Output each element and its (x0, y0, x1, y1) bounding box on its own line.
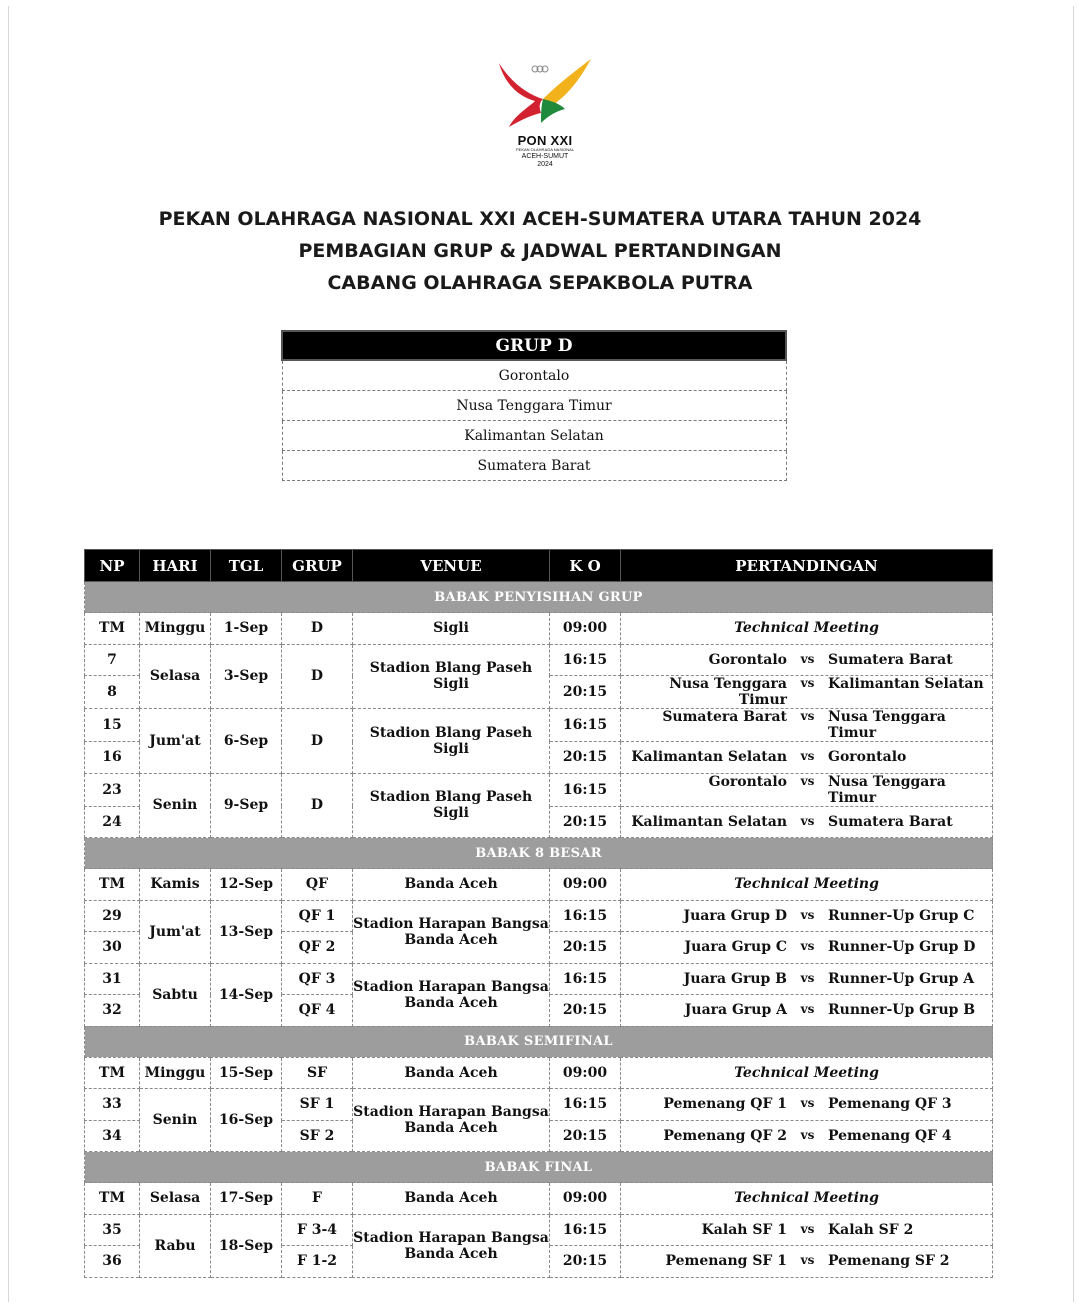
col-header-pertandingan: PERTANDINGAN (621, 550, 993, 582)
venue-city: Sigli (433, 676, 469, 693)
grup-cell: D (282, 773, 353, 838)
home-team: Pemenang QF 1 (663, 1096, 787, 1113)
hari-cell: Kamis (140, 869, 211, 901)
np-cell: 34 (85, 1120, 140, 1152)
group-title: GRUP D (282, 331, 786, 360)
stage-row: BABAK PENYISIHAN GRUP (85, 582, 993, 613)
title-line-2: PEMBAGIAN GRUP & JADWAL PERTANDINGAN (298, 240, 782, 262)
hari-cell: Sabtu (140, 963, 211, 1026)
title-line-3: CABANG OLAHRAGA SEPAKBOLA PUTRA (327, 272, 753, 294)
np-cell: 33 (85, 1089, 140, 1121)
hari-cell: Jum'at (140, 709, 211, 774)
title-line-1: PEKAN OLAHRAGA NASIONAL XXI ACEH-SUMATERA UTARA TAHUN 2024 (158, 208, 922, 230)
grup-cell: F (282, 1183, 353, 1215)
vs-label: vs (800, 1127, 815, 1142)
ko-cell: 20:15 (550, 932, 621, 964)
vs-label: vs (800, 1096, 815, 1111)
grup-cell: D (282, 613, 353, 645)
np-cell: 7 (85, 644, 140, 676)
vs-label: vs (800, 813, 815, 828)
hari-cell: Selasa (140, 644, 211, 709)
document-titles (0, 205, 1080, 301)
match-cell (621, 709, 993, 742)
away-team: Pemenang SF 2 (828, 1253, 950, 1270)
venue-cell (353, 900, 550, 963)
home-team: Pemenang QF 2 (663, 1127, 787, 1144)
home-team: Juara Grup C (684, 939, 787, 956)
ko-cell: 16:15 (550, 1214, 621, 1246)
vs-label: vs (800, 773, 815, 788)
vs-label: vs (800, 1253, 815, 1268)
group-team: Gorontalo (282, 360, 786, 391)
tgl-cell: 1-Sep (211, 613, 282, 645)
match-cell (621, 773, 993, 806)
venue-city: Banda Aceh (404, 1245, 498, 1262)
np-cell: 8 (85, 676, 140, 709)
tgl-cell: 14-Sep (211, 963, 282, 1026)
tgl-cell: 9-Sep (211, 773, 282, 838)
away-team: Runner-Up Grup D (828, 939, 976, 956)
away-team: Gorontalo (828, 749, 907, 766)
away-team: Pemenang QF 3 (828, 1096, 952, 1113)
technical-meeting-cell: Technical Meeting (621, 1057, 993, 1089)
home-team: Gorontalo (708, 651, 787, 668)
col-header-hari: HARI (140, 550, 211, 582)
vs-label: vs (800, 1221, 815, 1236)
technical-meeting-cell: Technical Meeting (621, 869, 993, 901)
ko-cell: 20:15 (550, 995, 621, 1027)
group-team: Kalimantan Selatan (282, 421, 786, 451)
grup-cell: SF (282, 1057, 353, 1089)
venue-name: Stadion Blang Paseh (369, 660, 533, 677)
hari-cell: Jum'at (140, 900, 211, 963)
away-team: Nusa Tenggara Timur (828, 709, 946, 741)
match-cell (621, 806, 993, 838)
ko-cell: 09:00 (550, 613, 621, 645)
grup-cell: D (282, 644, 353, 709)
tgl-cell: 15-Sep (211, 1057, 282, 1089)
hari-cell: Rabu (140, 1214, 211, 1277)
away-team: Sumatera Barat (828, 651, 953, 668)
venue-city: Banda Aceh (404, 931, 498, 948)
vs-label: vs (800, 970, 815, 985)
group-team: Sumatera Barat (282, 451, 786, 481)
tgl-cell: 13-Sep (211, 900, 282, 963)
ko-cell: 09:00 (550, 1183, 621, 1215)
np-cell: 16 (85, 742, 140, 774)
ko-cell: 20:15 (550, 1120, 621, 1152)
venue-cell: Banda Aceh (353, 1183, 550, 1215)
venue-name: Stadion Harapan Bangsa (353, 1104, 549, 1120)
ko-cell: 16:15 (550, 963, 621, 995)
home-team: Kalimantan Selatan (631, 813, 787, 830)
home-team: Juara Grup B (683, 970, 787, 987)
hari-cell: Minggu (140, 1057, 211, 1089)
stage-row: BABAK 8 BESAR (85, 838, 993, 869)
match-cell (621, 1246, 993, 1278)
vs-label: vs (800, 651, 815, 666)
np-cell: 24 (85, 806, 140, 838)
away-team: Runner-Up Grup B (828, 1002, 976, 1019)
match-cell (621, 644, 993, 676)
logo-host: ACEH-SUMUT (521, 153, 569, 160)
match-cell (621, 932, 993, 964)
match-cell (621, 1089, 993, 1121)
ko-cell: 16:15 (550, 773, 621, 806)
np-cell: TM (85, 1183, 140, 1215)
away-team: Runner-Up Grup A (828, 970, 975, 987)
np-cell: 15 (85, 709, 140, 742)
hari-cell: Minggu (140, 613, 211, 645)
ko-cell: 16:15 (550, 900, 621, 932)
col-header-ko: K O (550, 550, 621, 582)
technical-meeting-cell: Technical Meeting (621, 613, 993, 645)
venue-name: Stadion Blang Paseh (369, 724, 533, 741)
group-table (281, 330, 787, 481)
venue-cell (353, 963, 550, 1026)
away-team: Kalah SF 2 (828, 1221, 914, 1238)
hari-cell: Senin (140, 1089, 211, 1152)
home-team: Nusa Tenggara Timur (669, 676, 787, 708)
vs-label: vs (800, 1002, 815, 1017)
vs-label: vs (800, 676, 815, 690)
match-cell (621, 1120, 993, 1152)
stage-row: BABAK FINAL (85, 1152, 993, 1183)
grup-cell: QF 4 (282, 995, 353, 1027)
tgl-cell: 12-Sep (211, 869, 282, 901)
match-cell (621, 995, 993, 1027)
col-header-grup: GRUP (282, 550, 353, 582)
home-team: Juara Grup D (683, 907, 787, 924)
away-team: Pemenang QF 4 (828, 1127, 952, 1144)
np-cell: 30 (85, 932, 140, 964)
ko-cell: 16:15 (550, 709, 621, 742)
group-team: Nusa Tenggara Timur (282, 391, 786, 421)
vs-label: vs (800, 907, 815, 922)
venue-name: Stadion Harapan Bangsa (353, 1229, 549, 1246)
venue-name: Stadion Blang Paseh (369, 789, 533, 806)
venue-city: Banda Aceh (404, 994, 498, 1011)
home-team: Kalah SF 1 (701, 1221, 787, 1238)
home-team: Sumatera Barat (662, 709, 787, 725)
grup-cell: QF 2 (282, 932, 353, 964)
np-cell: 29 (85, 900, 140, 932)
logo-year: 2024 (537, 161, 553, 168)
np-cell: 35 (85, 1214, 140, 1246)
venue-name: Stadion Harapan Bangsa (353, 978, 549, 995)
stage-row: BABAK SEMIFINAL (85, 1026, 993, 1057)
hari-cell: Selasa (140, 1183, 211, 1215)
ko-cell: 16:15 (550, 644, 621, 676)
home-team: Kalimantan Selatan (631, 749, 787, 766)
venue-city: Sigli (433, 805, 469, 822)
np-cell: TM (85, 1057, 140, 1089)
tgl-cell: 17-Sep (211, 1183, 282, 1215)
venue-name: Stadion Harapan Bangsa (353, 915, 549, 932)
match-cell (621, 963, 993, 995)
ko-cell: 09:00 (550, 869, 621, 901)
hari-cell: Senin (140, 773, 211, 838)
away-team: Nusa Tenggara Timur (828, 773, 946, 806)
col-header-tgl: TGL (211, 550, 282, 582)
vs-label: vs (800, 709, 815, 723)
venue-cell (353, 1214, 550, 1277)
logo-text (495, 134, 595, 168)
venue-city: Banda Aceh (404, 1120, 498, 1136)
np-cell: TM (85, 613, 140, 645)
match-cell (621, 900, 993, 932)
ko-cell: 20:15 (550, 742, 621, 774)
ko-cell: 09:00 (550, 1057, 621, 1089)
ko-cell: 20:15 (550, 806, 621, 838)
np-cell: 36 (85, 1246, 140, 1278)
home-team: Juara Grup A (684, 1002, 787, 1019)
away-team: Kalimantan Selatan (828, 676, 984, 692)
venue-cell (353, 773, 550, 838)
tgl-cell: 16-Sep (211, 1089, 282, 1152)
grup-cell: D (282, 709, 353, 774)
grup-cell: F 1-2 (282, 1246, 353, 1278)
np-cell: TM (85, 869, 140, 901)
col-header-venue: VENUE (353, 550, 550, 582)
match-cell (621, 742, 993, 774)
np-cell: 31 (85, 963, 140, 995)
ko-cell: 20:15 (550, 1246, 621, 1278)
vs-label: vs (800, 749, 815, 764)
grup-cell: SF 2 (282, 1120, 353, 1152)
tgl-cell: 3-Sep (211, 644, 282, 709)
venue-cell: Banda Aceh (353, 1057, 550, 1089)
technical-meeting-cell: Technical Meeting (621, 1183, 993, 1215)
venue-city: Sigli (433, 740, 469, 757)
np-cell: 32 (85, 995, 140, 1027)
grup-cell: QF 3 (282, 963, 353, 995)
grup-cell: F 3-4 (282, 1214, 353, 1246)
home-team: Gorontalo (708, 773, 787, 790)
grup-cell: QF (282, 869, 353, 901)
logo-name: PON XXI (517, 133, 573, 148)
match-cell (621, 676, 993, 709)
venue-cell: Sigli (353, 613, 550, 645)
ko-cell: 16:15 (550, 1089, 621, 1121)
tgl-cell: 18-Sep (211, 1214, 282, 1277)
venue-cell (353, 1089, 550, 1152)
venue-cell (353, 709, 550, 774)
ko-cell: 20:15 (550, 676, 621, 709)
away-team: Sumatera Barat (828, 813, 953, 830)
schedule-table (84, 549, 993, 1278)
grup-cell: SF 1 (282, 1089, 353, 1121)
home-team: Pemenang SF 1 (665, 1253, 787, 1270)
vs-label: vs (800, 939, 815, 954)
away-team: Runner-Up Grup C (828, 907, 975, 924)
tgl-cell: 6-Sep (211, 709, 282, 774)
grup-cell: QF 1 (282, 900, 353, 932)
logo-tagline: PEKAN OLAHRAGA NASIONAL (515, 147, 575, 152)
venue-cell (353, 644, 550, 709)
match-cell (621, 1214, 993, 1246)
venue-cell: Banda Aceh (353, 869, 550, 901)
np-cell: 23 (85, 773, 140, 806)
col-header-np: NP (85, 550, 140, 582)
